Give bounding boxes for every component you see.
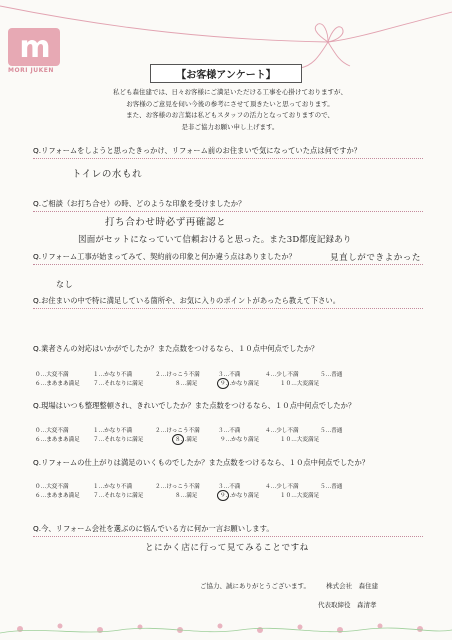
question-6: Q.現場はいつも整理整頓され、きれいでしたか？また点数をつけるなら、１０点中何点でしたか？ [33,401,356,410]
intro-text [80,87,380,133]
intro-line: 是非ご協力お願い申し上げます。 [181,122,279,131]
scale-option: ７…それなりに満足 [93,493,144,499]
scale-option: ２…けっこう不満 [155,428,200,434]
logo-text: MORI JUKEN [8,67,54,74]
intro-line: お客様のご意見を伺い今後の参考にさせて頂きたいと思っております。 [126,99,334,108]
question-8: Q.今、リフォーム会社を選ぶのに悩んでいる方に何か一言お願いします。 [33,524,274,533]
intro-line: また、お客様のお言葉は私どもスタッフの活力となっておりますので、 [126,111,334,120]
question-7: Q.リフォームの仕上がりは満足のいくものでしたか？また点数をつけるなら、１０点中何点でしたか？ [33,458,370,467]
handwritten-answer-2a: 打ち合わせ時必ず再確認と [105,217,227,228]
scale-option: ０…大変不満 [35,484,69,490]
scale-option: １…かなり不満 [93,484,133,490]
scale-option: ２…けっこう不満 [155,484,200,490]
scale-option: ９…かなり満足 [220,493,260,499]
footer-thanks-line [200,581,378,590]
scale-option: １…かなり不満 [93,428,133,434]
selected-rating-circle [172,434,184,445]
handwritten-answer-1: トイレの水もれ [72,169,143,180]
handwritten-answer-8: とにかく店に行って見てみることですね [145,543,309,553]
footer-company: 株式会社 森住建 [326,582,379,590]
scale-option: ３…不満 [218,372,241,378]
logo-mark-letter: m [19,29,49,65]
divider [33,308,423,309]
scale-option: ５…普通 [320,428,343,434]
handwritten-answer-3b: なし [56,280,74,289]
question-3: Q.リフォーム工事が始まってみて、契約前の印象と何か違う点はありましたか？ [33,252,296,261]
question-5: Q.業者さんの対応はいかがでしたか？また点数をつけるなら、１０点中何点でしたか？ [33,344,319,353]
scale-option: ５…普通 [320,372,343,378]
scale-option: ６…まあまあ満足 [35,437,80,443]
intro-line: 私ども森住建では、日々お客様にご満足いただける工事を心掛けておりますが、 [113,88,347,96]
scale-option: １０…大変満足 [280,437,320,443]
scale-option: ４…少し不満 [265,428,299,434]
divider [33,536,423,537]
scale-option: ３…不満 [218,484,241,490]
scale-option: ８…満足 [175,381,198,387]
question-2: Q.ご相談（お打ち合せ）の時、どのような印象を受けましたか？ [33,199,246,208]
scale-option: ７…それなりに満足 [93,437,144,443]
footer-ceo: 代表取締役 森清孝 [318,601,377,609]
scale-option: ８…満足 [175,493,198,499]
handwritten-answer-3: 見直しができよかった [330,253,422,263]
company-logo [8,28,60,66]
scale-option: ２…けっこう不満 [155,372,200,378]
divider [33,158,423,159]
bottom-flower-decoration [0,618,452,640]
divider [33,264,423,265]
scale-option: ６…まあまあ満足 [35,493,80,499]
footer-thanks: ご協力、誠にありがとうございます。 [200,582,310,590]
scale-option: １…かなり不満 [93,372,133,378]
handwritten-answer-2b: 図面がセットになっていて信頼おけると思った。また3D都度記録あり [78,235,352,245]
scale-option: ７…それなりに満足 [93,381,144,387]
ribbon-decoration [0,0,452,70]
scale-option: １０…大変満足 [280,381,320,387]
selected-rating-circle [217,378,229,389]
scale-option: １０…大変満足 [280,493,320,499]
scale-option: ４…少し不満 [265,372,299,378]
question-4: Q.お住まいの中で特に満足している箇所や、お気に入りのポイントがあったら教えて下さい。 [33,296,341,305]
scale-option: ９…かなり満足 [220,381,260,387]
scale-option: ６…まあまあ満足 [35,381,80,387]
scale-option: ０…大変不満 [35,428,69,434]
scale-option: ４…少し不満 [265,484,299,490]
selected-rating-circle [217,490,229,501]
divider [33,211,423,212]
scale-option: ９…かなり満足 [220,437,260,443]
question-1: Q.リフォームをしようと思ったきっかけ、リフォーム前のお住まいで気になっていた点は何ですか？ [33,146,362,155]
scale-option: ５…普通 [320,484,343,490]
scale-option: ３…不満 [218,428,241,434]
survey-title: 【お客様アンケート】 [150,64,302,83]
scale-option: ８…満足 [175,437,198,443]
scale-option: ０…大変不満 [35,372,69,378]
